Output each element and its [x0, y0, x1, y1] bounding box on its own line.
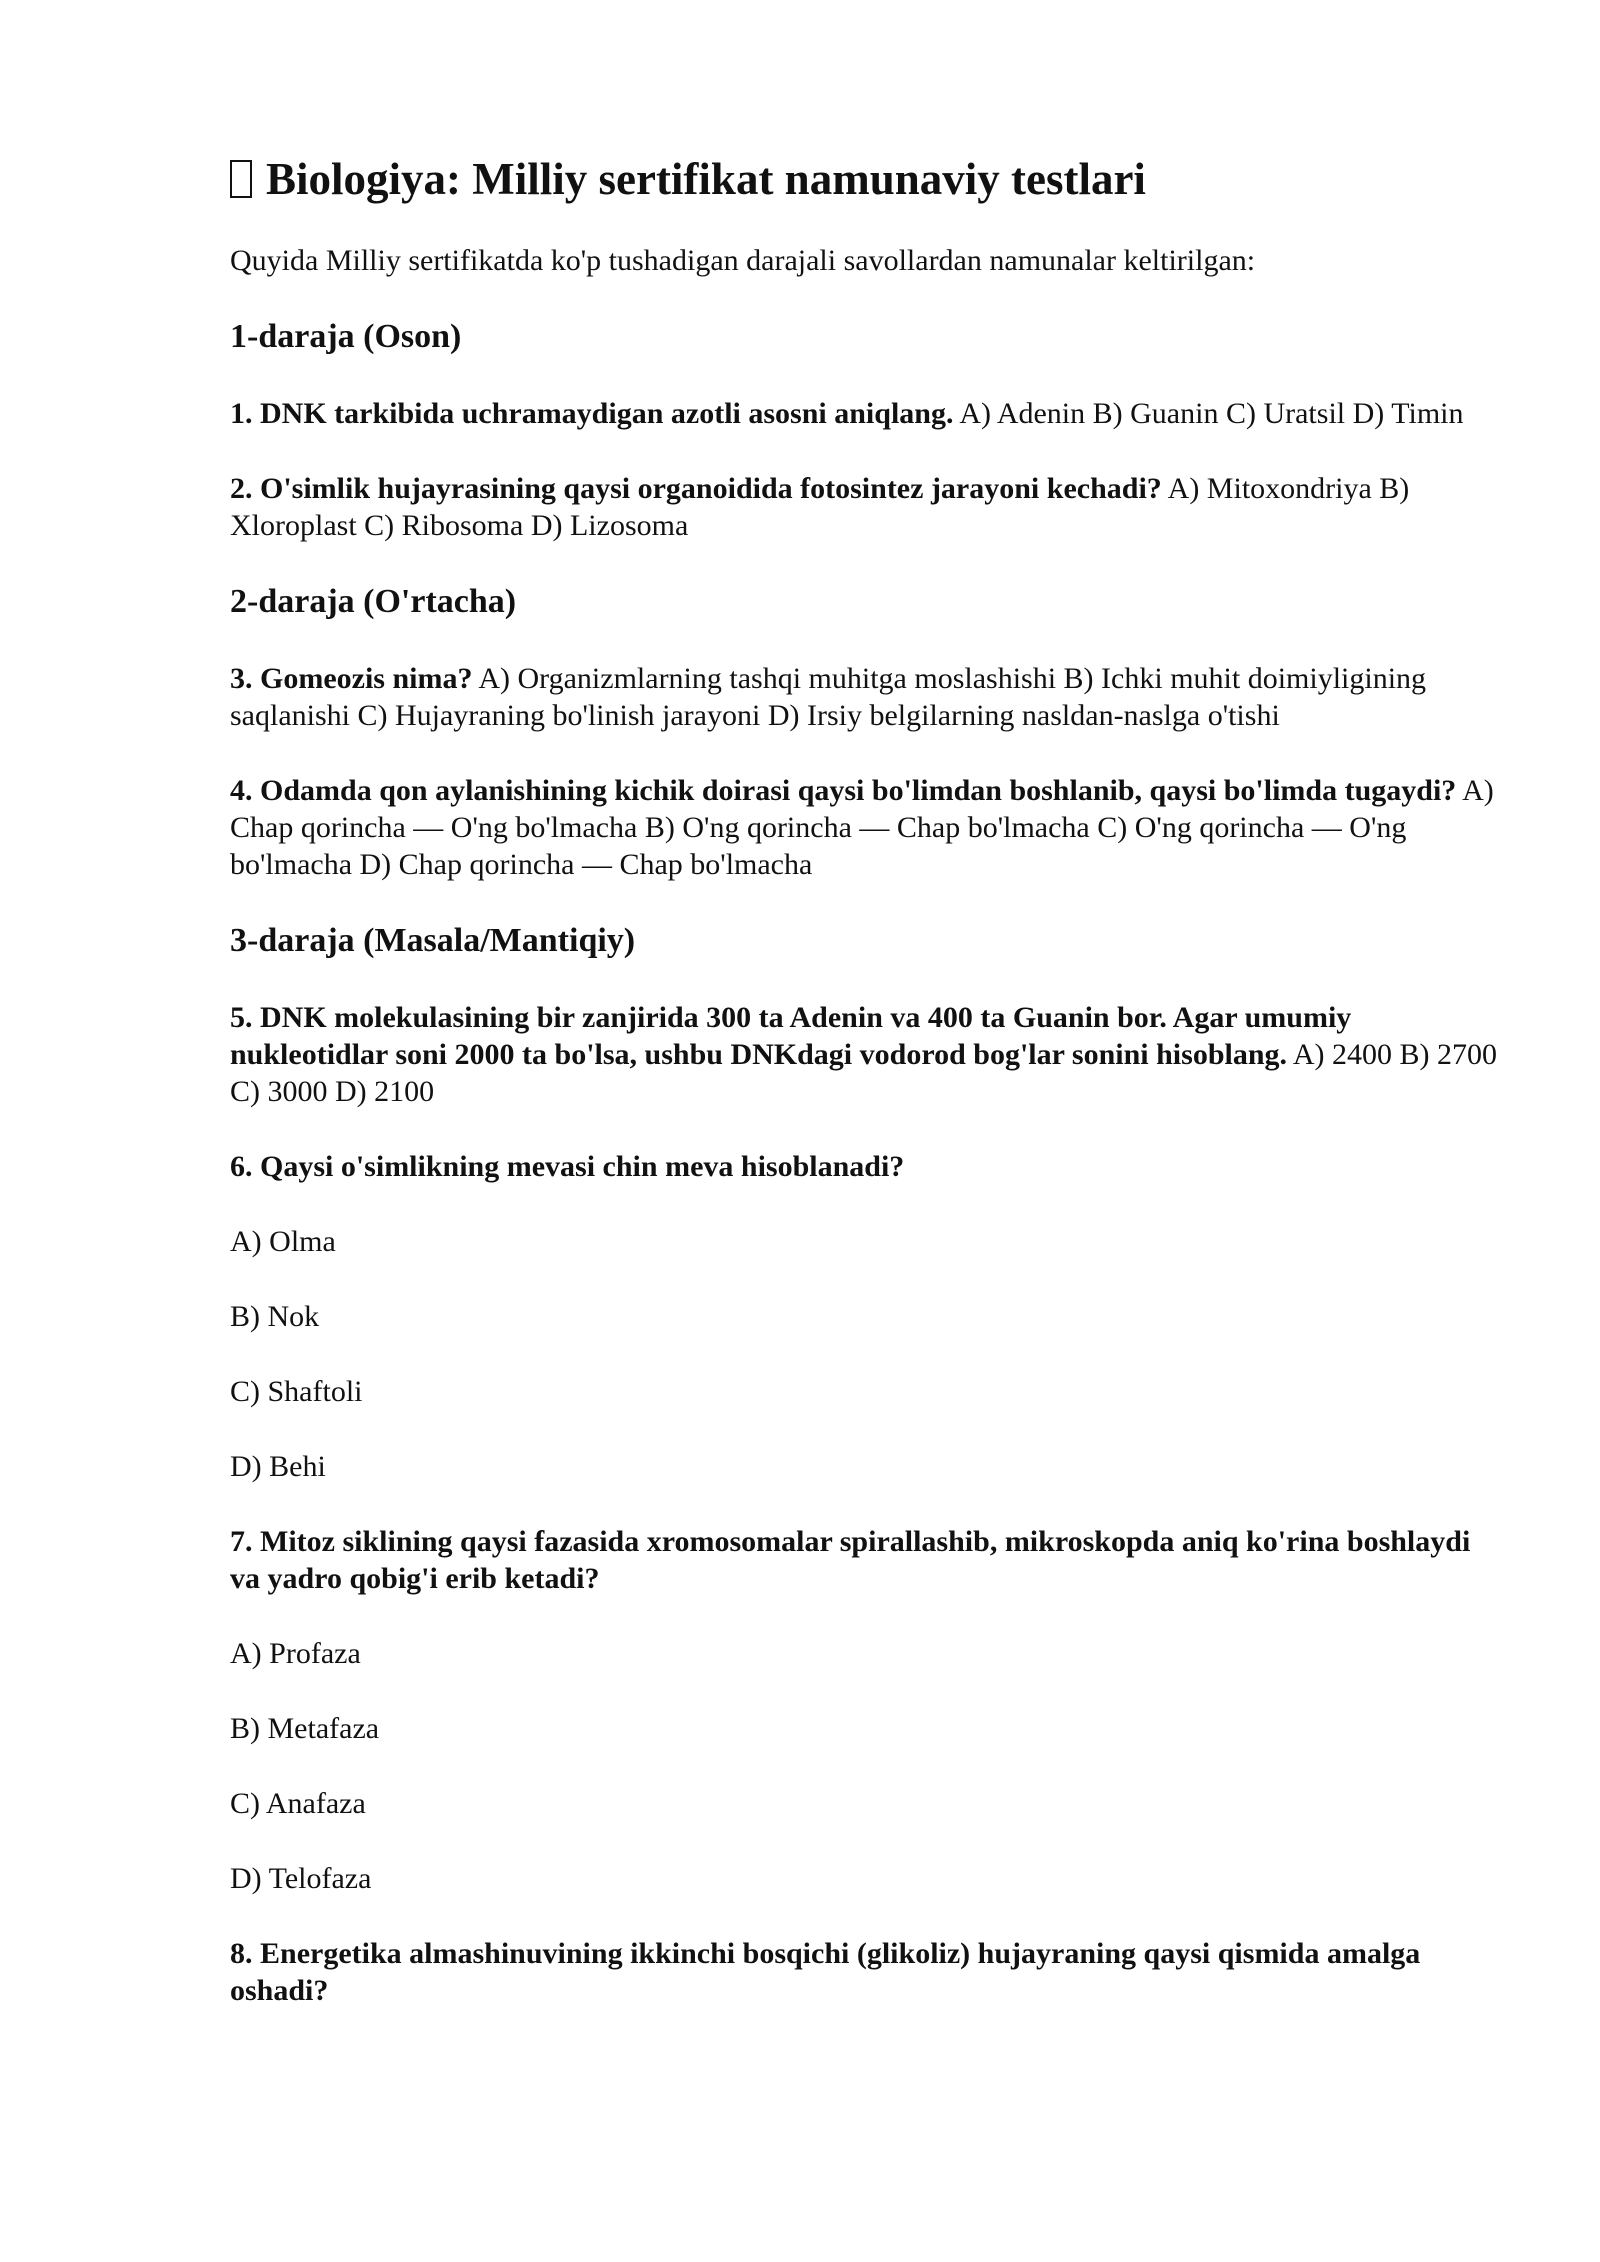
question-7-option-d: D) Telofaza — [230, 1862, 372, 1895]
intro-paragraph: Quyida Milliy sertifikatda ko'p tushadigan darajali savollardan namunalar keltirilgan: — [230, 244, 1256, 277]
question-8 — [230, 1935, 1500, 2009]
level-2-heading: 2-daraja (O'rtacha) — [230, 583, 517, 620]
question-7-option-b: B) Metafaza — [230, 1712, 380, 1745]
question-number: 3. — [230, 662, 253, 695]
question-text: Energetika almashinuvining ikkinchi bosqichi (glikoliz) hujayraning qaysi qismida amalga oshadi? — [230, 1937, 1421, 2007]
question-4 — [230, 772, 1500, 883]
question-options: A) Adenin B) Guanin C) Uratsil D) Timin — [959, 397, 1464, 430]
page-title — [230, 152, 1500, 206]
question-6-option-a: A) Olma — [230, 1225, 336, 1258]
question-options: A) 2400 B) 2700 C) 3000 D) 2100 — [230, 1038, 1498, 1108]
question-number: 1. — [230, 397, 253, 430]
question-number: 2. — [230, 472, 253, 505]
question-number: 7. — [230, 1525, 253, 1558]
question-7-option-a: A) Profaza — [230, 1637, 361, 1670]
question-text: Gomeozis nima? — [260, 662, 473, 695]
question-options: A) Organizmlarning tashqi muhitga moslashishi B) Ichki muhit doimiyligining saqlanishi C) Hujayraning bo'linish jarayoni D) Irsiy belgilarning nasldan-naslga o'tishi — [230, 662, 1427, 732]
level-3-heading: 3-daraja (Masala/Mantiqiy) — [230, 922, 636, 959]
question-6-option-b: B) Nok — [230, 1300, 320, 1333]
page-title-text: Biologiya: Milliy sertifikat namunaviy testlari — [266, 154, 1146, 204]
question-number: 4. — [230, 774, 253, 807]
question-7-option-c: C) Anafaza — [230, 1787, 366, 1820]
question-text: DNK molekulasining bir zanjirida 300 ta Adenin va 400 ta Guanin bor. Agar umumiy nukleotidlar soni 2000 ta bo'lsa, ushbu DNKdagi vodorod bog'lar sonini hisoblang. — [230, 1001, 1352, 1071]
question-6-option-c: C) Shaftoli — [230, 1375, 363, 1408]
question-options: A) Chap qorincha — O'ng bo'lmacha B) O'ng qorincha — Chap bo'lmacha C) O'ng qorincha — O'ng bo'lmacha D) Chap qorincha — Chap bo'lmacha — [230, 774, 1494, 881]
question-number: 6. — [230, 1150, 253, 1183]
question-6-option-d: D) Behi — [230, 1450, 326, 1483]
question-text: Mitoz siklining qaysi fazasida xromosomalar spirallashib, mikroskopda aniq ko'rina boshlaydi va yadro qobig'i erib ketadi? — [230, 1525, 1471, 1595]
question-text: Odamda qon aylanishining kichik doirasi qaysi bo'limdan boshlanib, qaysi bo'limda tugaydi? — [260, 774, 1457, 807]
question-text: Qaysi o'simlikning mevasi chin meva hisoblanadi? — [260, 1150, 905, 1183]
question-text: O'simlik hujayrasining qaysi organoidida fotosintez jarayoni kechadi? — [260, 472, 1162, 505]
question-7 — [230, 1523, 1500, 1597]
question-number: 8. — [230, 1937, 253, 1970]
question-options: A) Mitoxondriya B) Xloroplast C) Ribosoma D) Lizosoma — [230, 472, 1410, 542]
question-text: DNK tarkibida uchramaydigan azotli asosni aniqlang. — [260, 397, 954, 430]
question-number: 5. — [230, 1001, 253, 1034]
question-3 — [230, 660, 1500, 734]
question-5 — [230, 999, 1500, 1110]
level-1-heading: 1-daraja (Oson) — [230, 318, 462, 355]
missing-glyph-icon — [230, 160, 252, 198]
question-2 — [230, 470, 1500, 544]
question-6 — [230, 1148, 1500, 1185]
question-1 — [230, 395, 1500, 432]
